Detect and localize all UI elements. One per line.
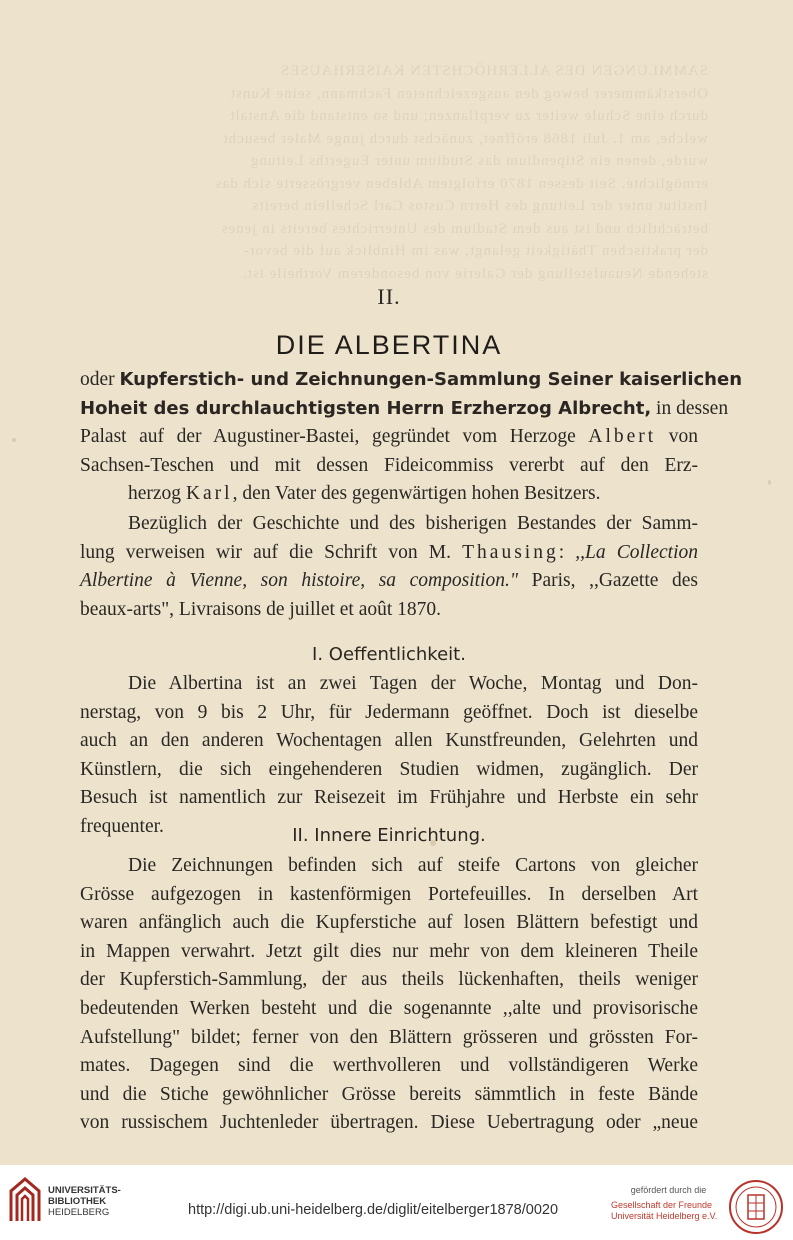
- text-line: Bezüglich der Geschichte und des bisherigen Bestandes der Samm-: [128, 513, 698, 534]
- text-line: Sachsen-Teschen und mit dessen Fideicommiss vererbt auf den Erz-: [80, 454, 698, 476]
- text-line: und die Stiche gewöhnlicher Grösse bereits sämmtlich in feste Bände: [80, 1083, 698, 1105]
- reference-paragraph: [80, 510, 698, 624]
- reference-lines: [80, 510, 698, 596]
- text-line: von russischem Juchtenleder übertragen. Diese Uebertragung oder „neue: [80, 1112, 698, 1134]
- text-line: Die Albertina ist an zwei Tagen der Woche, Montag und Don-: [128, 673, 698, 694]
- intro-last-line: herzog Karl, den Vater des gegenwärtigen hohen Besitzers.: [128, 483, 601, 505]
- text-line: Hoheit des durchlauchtigsten Herrn Erzherzog Albrecht, in dessen: [80, 397, 729, 419]
- section1-last-line: frequenter.: [80, 815, 164, 837]
- text-line: der Kupferstich-Sammlung, der aus theils lückenhaften, theils weniger: [80, 969, 698, 991]
- spaced-name: Thausing: [462, 541, 559, 563]
- paper-spot: [12, 438, 16, 442]
- text-line: nerstag, von 9 bis 2 Uhr, für Jedermann geöffnet. Doch ist dieselbe: [80, 701, 698, 723]
- chapter-title: DIE ALBERTINA: [275, 330, 503, 360]
- section1-lines: [80, 670, 698, 813]
- text-line: Aufstellung" bildet; ferner von den Blättern grösseren und grössten For-: [80, 1026, 698, 1048]
- gothic-text: Kupferstich- und Zeichnungen-Sammlung Seiner kaiserlichen: [119, 369, 743, 390]
- paper-spot: [768, 480, 771, 485]
- text-line: Albertine à Vienne, son histoire, sa composition." Paris, ,,Gazette des: [80, 570, 698, 592]
- section-heading-oeffentlichkeit: I. Oeffentlichkeit.: [312, 644, 466, 665]
- permalink-url[interactable]: http://digi.ub.uni-heidelberg.de/diglit/eitelberger1878/0020: [188, 1202, 559, 1218]
- text-line: oder Kupferstich- und Zeichnungen-Sammlung Seiner kaiserlichen: [80, 369, 743, 390]
- text-line: lung verweisen wir auf die Schrift von M. Thausing: ,,La Collection: [80, 541, 698, 563]
- sponsor-note: gefördert durch die Gesellschaft der Freunde Universität Heidelberg e.V.: [611, 1185, 718, 1221]
- section2-lines: [80, 852, 698, 1138]
- text-line: in Mappen verwahrt. Jetzt gilt dies nur mehr von dem kleineren Theile: [80, 940, 698, 962]
- university-library-logo-icon: [8, 1177, 42, 1223]
- text-line: waren anfänglich auch die Kupferstiche auf losen Blättern befestigt und: [80, 912, 698, 934]
- reference-last-line: beaux-arts", Livraisons de juillet et août 1870.: [80, 598, 442, 620]
- text-line: Die Zeichnungen befinden sich auf steife Cartons von gleicher: [128, 855, 698, 876]
- digitization-footer: [0, 1165, 793, 1240]
- text-line: Palast auf der Augustiner-Bastei, gegründet vom Herzoge Albert von: [80, 426, 699, 448]
- section1-paragraph: [80, 670, 698, 842]
- text-line: Besuch ist namentlich zur Reisezeit im Frühjahre und Herbste ein sehr: [80, 787, 698, 809]
- text-line: Künstlern, die sich eingehenderen Studien widmen, zugänglich. Der: [80, 758, 698, 780]
- text-line: Grösse aufgezogen in kastenförmigen Portefeuilles. In derselben Art: [80, 883, 698, 905]
- spaced-name: Karl: [185, 483, 233, 505]
- italic-title: ,,La Collection: [575, 541, 698, 563]
- text-line: auch an den anderen Wochentagen allen Kunstfreunden, Gelehrten und: [80, 730, 698, 752]
- section2-paragraph: [80, 852, 698, 1138]
- italic-title: Albertine à Vienne, son histoire, sa composition.": [80, 570, 519, 592]
- chapter-numeral: II.: [377, 284, 401, 309]
- show-through-text: SAMMLUNGEN DES ALLERHÖCHSTEN KAISERHAUSES Oberstkämmerer bewog den ausgezeichneten Fachmann, seine Kunst durch eine Schule weiter zu verpflanzen; und so entstand die Anstalt welche, am 1. Juli 1868 eröffnet, zunächst durch junge Maler besucht wurde, denen ein Stipendium das Studium unter Eugerths Leitung ermöglichte. Seit dessen 1870 erfolgtem Ableben vergrösserte sich das Institut unter der Leitung des Herrn Custos Carl Schellein bereits beträchtlich und ist aus dem Stadium des Unterrichtes bereits in jenes der praktischen Thätigkeit gelangt, was im Hinblick auf die bevor- stehende Neuaufstellung der Galerie von besonderem Vortheile ist.: [214, 63, 708, 282]
- text-line: mates. Dagegen sind die werthvolleren und vollständigeren Werke: [80, 1055, 698, 1077]
- intro-lines: [80, 366, 743, 480]
- text-line: bedeutenden Werken besteht und die sogenannte ,,alte und provisorische: [80, 997, 698, 1019]
- library-name: UNIVERSITÄTS- BIBLIOTHEK HEIDELBERG: [48, 1185, 121, 1218]
- section-heading-innere-einrichtung: II. Innere Einrichtung.: [292, 825, 486, 846]
- society-seal-icon: [728, 1179, 784, 1235]
- intro-paragraph: [80, 366, 743, 509]
- gothic-text: Hoheit des durchlauchtigsten Herrn Erzherzog Albrecht,: [80, 397, 652, 419]
- spaced-name: Albert: [588, 426, 657, 448]
